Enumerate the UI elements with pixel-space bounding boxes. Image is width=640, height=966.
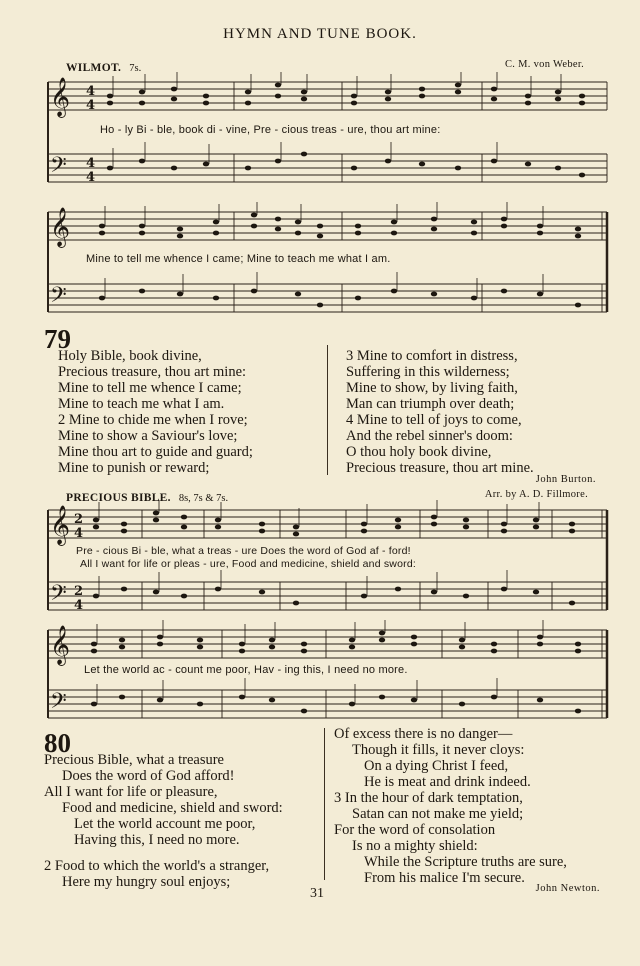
verse-line: Mine to punish or reward; (58, 460, 210, 476)
hymn80-right-column (334, 726, 567, 886)
arranger-credit: Arr. by A. D. Fillmore. (484, 489, 588, 500)
tune-meter: 8s, 7s & 7s. (178, 493, 229, 504)
verse-line: From his malice I'm secure. (364, 870, 525, 886)
page-header: HYMN AND TUNE BOOK. (223, 26, 417, 42)
verse-line: Precious treasure, thou art mine. (346, 460, 534, 476)
tune-meter: 7s. (129, 63, 142, 74)
verse-line: 2 Food to which the world's a stranger, (44, 858, 270, 874)
svg-text:𝄞: 𝄞 (50, 625, 71, 665)
lyrics-line: Ho - ly Bi - ble, book di - vine, Pre - cious treas - ure, thou art mine: (100, 124, 441, 136)
verse-line: Here my hungry soul enjoys; (62, 874, 231, 890)
verse-line: Mine to show, by living faith, (346, 380, 518, 396)
svg-text:𝄢: 𝄢 (50, 689, 67, 719)
verse-line: Mine to show a Saviour's love; (58, 428, 238, 444)
verse-line: Satan can not make me yield; (352, 806, 524, 822)
svg-text:𝄞: 𝄞 (50, 505, 71, 545)
verse-line: Of excess there is no danger— (334, 726, 513, 742)
tune-name: WILMOT. (66, 62, 122, 74)
verse-line: Let the world account me poor, (74, 816, 256, 832)
svg-text:𝄢: 𝄢 (50, 581, 67, 611)
verse-line: Suffering in this wilderness; (346, 364, 510, 380)
svg-text:2: 2 (74, 512, 84, 527)
verse-line: Does the word of God afford! (62, 768, 235, 784)
verse-line: Holy Bible, book divine, (58, 348, 202, 364)
hymn-number: 80 (44, 728, 71, 758)
svg-text:𝄞: 𝄞 (50, 77, 71, 117)
lyrics-line: Mine to tell me whence I came; Mine to teach me what I am. (86, 253, 391, 265)
svg-text:4: 4 (74, 526, 84, 541)
verse-line: Food and medicine, shield and sword: (62, 800, 283, 816)
author-credit: John Burton. (535, 474, 596, 485)
lyrics-line: Let the world ac - count me poor, Hav - ing this, I need no more. (84, 664, 408, 676)
verse-line: 4 Mine to tell of joys to come, (346, 412, 522, 428)
svg-text:2: 2 (74, 584, 84, 599)
svg-text:𝄢: 𝄢 (50, 153, 67, 183)
svg-text:𝄢: 𝄢 (50, 283, 67, 313)
hymn79-left-column (58, 348, 253, 476)
verse-line: Mine thou art to guide and guard; (58, 444, 253, 460)
verse-line: Mine to teach me what I am. (58, 396, 225, 412)
composer-credit: C. M. von Weber. (504, 59, 584, 70)
column-divider (327, 345, 328, 475)
verse-line: On a dying Christ I feed, (364, 758, 509, 774)
verse-line: Man can triumph over death; (346, 396, 515, 412)
author-credit: John Newton. (535, 883, 600, 894)
verse-line: And the rebel sinner's doom: (346, 428, 513, 444)
lyrics-line: All I want for life or pleas - ure, Food and medicine, shield and sword: (80, 558, 416, 570)
verse-line: Mine to tell me whence I came; (58, 380, 242, 396)
hymn80-left-column (44, 752, 283, 890)
lyrics-line: Pre - cious Bi - ble, what a treas - ure Does the word of God af - ford! (76, 545, 411, 557)
page-number: 31 (310, 886, 324, 901)
verse-line: All I want for life or pleasure, (44, 784, 218, 800)
svg-text:4: 4 (86, 98, 96, 113)
verse-line: 2 Mine to chide me when I rove; (58, 412, 248, 428)
verse-line: He is meat and drink indeed. (364, 774, 531, 790)
svg-text:4: 4 (86, 156, 96, 171)
svg-text:𝄞: 𝄞 (50, 207, 71, 247)
verse-line: O thou holy book divine, (346, 444, 492, 460)
verse-line: Having this, I need no more. (74, 832, 240, 848)
tune-name: PRECIOUS BIBLE. (66, 492, 171, 504)
hymn79-right-column (346, 348, 534, 476)
svg-text:4: 4 (86, 170, 96, 185)
verse-line: Is no a mighty shield: (352, 838, 478, 854)
hymn-number: 79 (44, 324, 71, 354)
svg-text:4: 4 (86, 84, 96, 99)
verse-line: For the word of consolation (334, 822, 496, 838)
svg-text:4: 4 (74, 598, 84, 613)
verse-line: Precious treasure, thou art mine: (58, 364, 247, 380)
verse-line: While the Scripture truths are sure, (364, 854, 567, 870)
column-divider (324, 728, 325, 880)
verse-line: 3 Mine to comfort in distress, (346, 348, 518, 364)
verse-line: Though it fills, it never cloys: (352, 742, 525, 758)
verse-line: 3 In the hour of dark temptation, (334, 790, 523, 806)
verse-line: Precious Bible, what a treasure (44, 752, 224, 768)
